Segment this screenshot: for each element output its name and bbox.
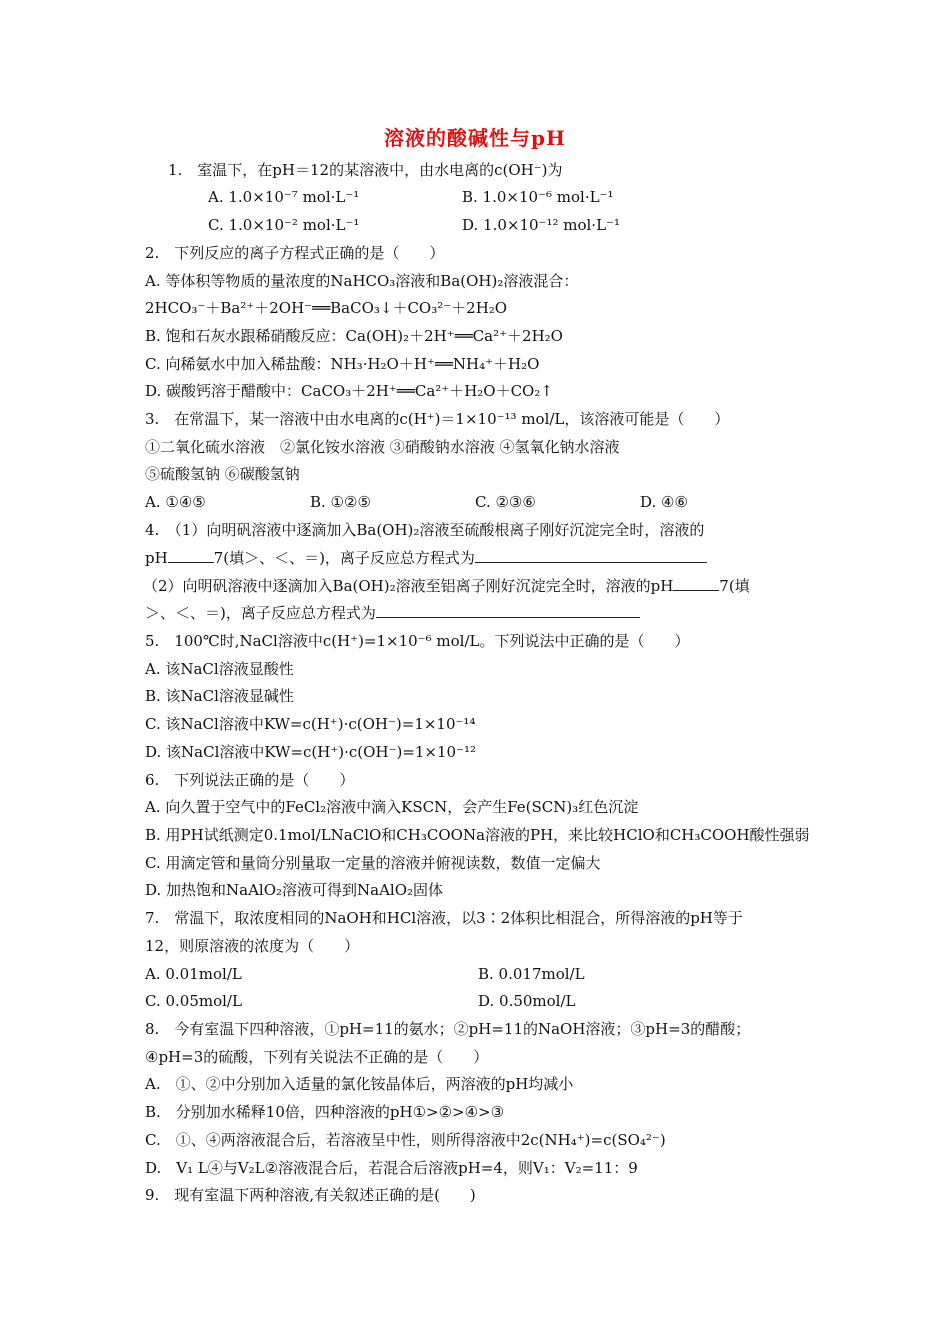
q6-option-c: C. 用滴定管和量筒分别量取一定量的溶液并俯视读数，数值一定偏大 — [145, 854, 601, 872]
q7-option-d: D. 0.50mol/L — [478, 992, 576, 1010]
q2-option-b: B. 饱和石灰水跟稀硝酸反应：Ca(OH)₂＋2H⁺══Ca²⁺＋2H₂O — [145, 327, 563, 345]
q4-part1-ph-label: pH — [145, 549, 168, 567]
q7-stem-line1: 7. 常温下，取浓度相同的NaOH和HCl溶液，以3∶2体积比相混合，所得溶液的pH等于 — [145, 909, 743, 927]
q6-option-a: A. 向久置于空气中的FeCl₂溶液中滴入KSCN，会产生Fe(SCN)₃红色沉淀 — [145, 798, 639, 816]
q3-choices-line2: ⑤硫酸氢钠 ⑥碳酸氢钠 — [145, 465, 300, 483]
q7-option-b: B. 0.017mol/L — [478, 965, 585, 983]
page-title: 溶液的酸碱性与pH — [384, 126, 566, 150]
q1-option-a: A. 1.0×10⁻⁷ mol·L⁻¹ — [208, 188, 360, 206]
q3-stem: 3. 在常温下，某一溶液中由水电离的c(H⁺)＝1×10⁻¹³ mol/L，该溶液可能是（ ） — [145, 410, 730, 428]
q7-option-a: A. 0.01mol/L — [145, 965, 242, 983]
q8-stem-line2: ④pH=3的硫酸，下列有关说法不正确的是（ ） — [145, 1048, 489, 1066]
q9-stem: 9. 现有室温下两种溶液,有关叙述正确的是( ) — [145, 1186, 476, 1204]
q8-option-a: A. ①、②中分别加入适量的氯化铵晶体后，两溶液的pH均减小 — [145, 1075, 574, 1093]
q4-part1-line1: 4. （1）向明矾溶液中逐滴加入Ba(OH)₂溶液至硫酸根离子刚好沉淀完全时，溶液的 — [145, 521, 705, 539]
q5-option-a: A. 该NaCl溶液显酸性 — [145, 660, 294, 678]
q4-part1-line2 — [145, 548, 707, 568]
q2-option-d: D. 碳酸钙溶于醋酸中：CaCO₃＋2H⁺══Ca²⁺＋H₂O＋CO₂↑ — [145, 382, 553, 400]
q2-stem: 2. 下列反应的离子方程式正确的是（ ） — [145, 244, 445, 262]
q4-part2-equation-blank[interactable] — [376, 603, 640, 618]
q4-part2-ph-blank[interactable] — [673, 576, 719, 591]
q5-option-c: C. 该NaCl溶液中KW=c(H⁺)·c(OH⁻)=1×10⁻¹⁴ — [145, 715, 476, 733]
q3-option-c: C. ②③⑥ — [475, 493, 536, 511]
q3-option-a: A. ①④⑤ — [145, 493, 206, 511]
q1-stem: 1. 室温下，在pH＝12的某溶液中，由水电离的c(OH⁻)为 — [168, 161, 563, 179]
q7-option-c: C. 0.05mol/L — [145, 992, 242, 1010]
q7-stem-line2: 12，则原溶液的浓度为（ ） — [145, 937, 360, 955]
q3-option-b: B. ①②⑤ — [310, 493, 371, 511]
q4-part1-equation-blank[interactable] — [475, 548, 707, 563]
q8-option-d: D. V₁ L④与V₂L②溶液混合后，若混合后溶液pH=4，则V₁：V₂=11：9 — [145, 1159, 638, 1177]
q3-choices-line1: ①二氧化硫水溶液 ②氯化铵水溶液 ③硝酸钠水溶液 ④氢氧化钠水溶液 — [145, 438, 620, 456]
q3-option-d: D. ④⑥ — [640, 493, 688, 511]
q6-stem: 6. 下列说法正确的是（ ） — [145, 771, 355, 789]
q6-option-b: B. 用PH试纸测定0.1mol/LNaClO和CH₃COONa溶液的PH，来比较HClO和CH₃COOH酸性强弱 — [145, 826, 810, 844]
q8-option-b: B. 分别加水稀释10倍，四种溶液的pH①>②>④>③ — [145, 1103, 505, 1121]
q1-option-d: D. 1.0×10⁻¹² mol·L⁻¹ — [462, 216, 620, 234]
q6-option-d: D. 加热饱和NaAlO₂溶液可得到NaAlO₂固体 — [145, 881, 444, 899]
q4-part2-line2 — [145, 603, 640, 623]
q4-part2-text: （2）向明矾溶液中逐滴加入Ba(OH)₂溶液至铝离子刚好沉淀完全时，溶液的pH — [143, 577, 674, 595]
q1-option-b: B. 1.0×10⁻⁶ mol·L⁻¹ — [462, 188, 614, 206]
q2-option-a: A. 等体积等物质的量浓度的NaHCO₃溶液和Ba(OH)₂溶液混合： — [145, 272, 579, 290]
q8-stem-line1: 8. 今有室温下四种溶液，①pH=11的氨水；②pH=11的NaOH溶液；③pH=3的醋酸； — [145, 1020, 751, 1038]
q4-part2-equation-label: ＞、＜、＝)，离子反应总方程式为 — [145, 604, 376, 622]
q4-part1-fill-text: 7(填＞、＜、＝)，离子反应总方程式为 — [213, 549, 475, 567]
q8-option-c: C. ①、④两溶液混合后，若溶液呈中性，则所得溶液中2c(NH₄⁺)=c(SO₄²⁻) — [145, 1131, 666, 1149]
q4-part2-line1 — [143, 576, 750, 596]
q5-stem: 5. 100℃时,NaCl溶液中c(H⁺)=1×10⁻⁶ mol/L。下列说法中正确的是（ ） — [145, 632, 690, 650]
q2-option-c: C. 向稀氨水中加入稀盐酸：NH₃·H₂O＋H⁺══NH₄⁺＋H₂O — [145, 355, 540, 373]
q5-option-d: D. 该NaCl溶液中KW=c(H⁺)·c(OH⁻)=1×10⁻¹² — [145, 743, 477, 761]
q5-option-b: B. 该NaCl溶液显碱性 — [145, 687, 294, 705]
q4-part2-fill-text: 7(填 — [719, 577, 750, 595]
q2-option-a-equation: 2HCO₃⁻＋Ba²⁺＋2OH⁻══BaCO₃↓＋CO₃²⁻＋2H₂O — [145, 299, 508, 317]
q4-part1-ph-blank[interactable] — [168, 548, 214, 563]
q1-option-c: C. 1.0×10⁻² mol·L⁻¹ — [208, 216, 360, 234]
